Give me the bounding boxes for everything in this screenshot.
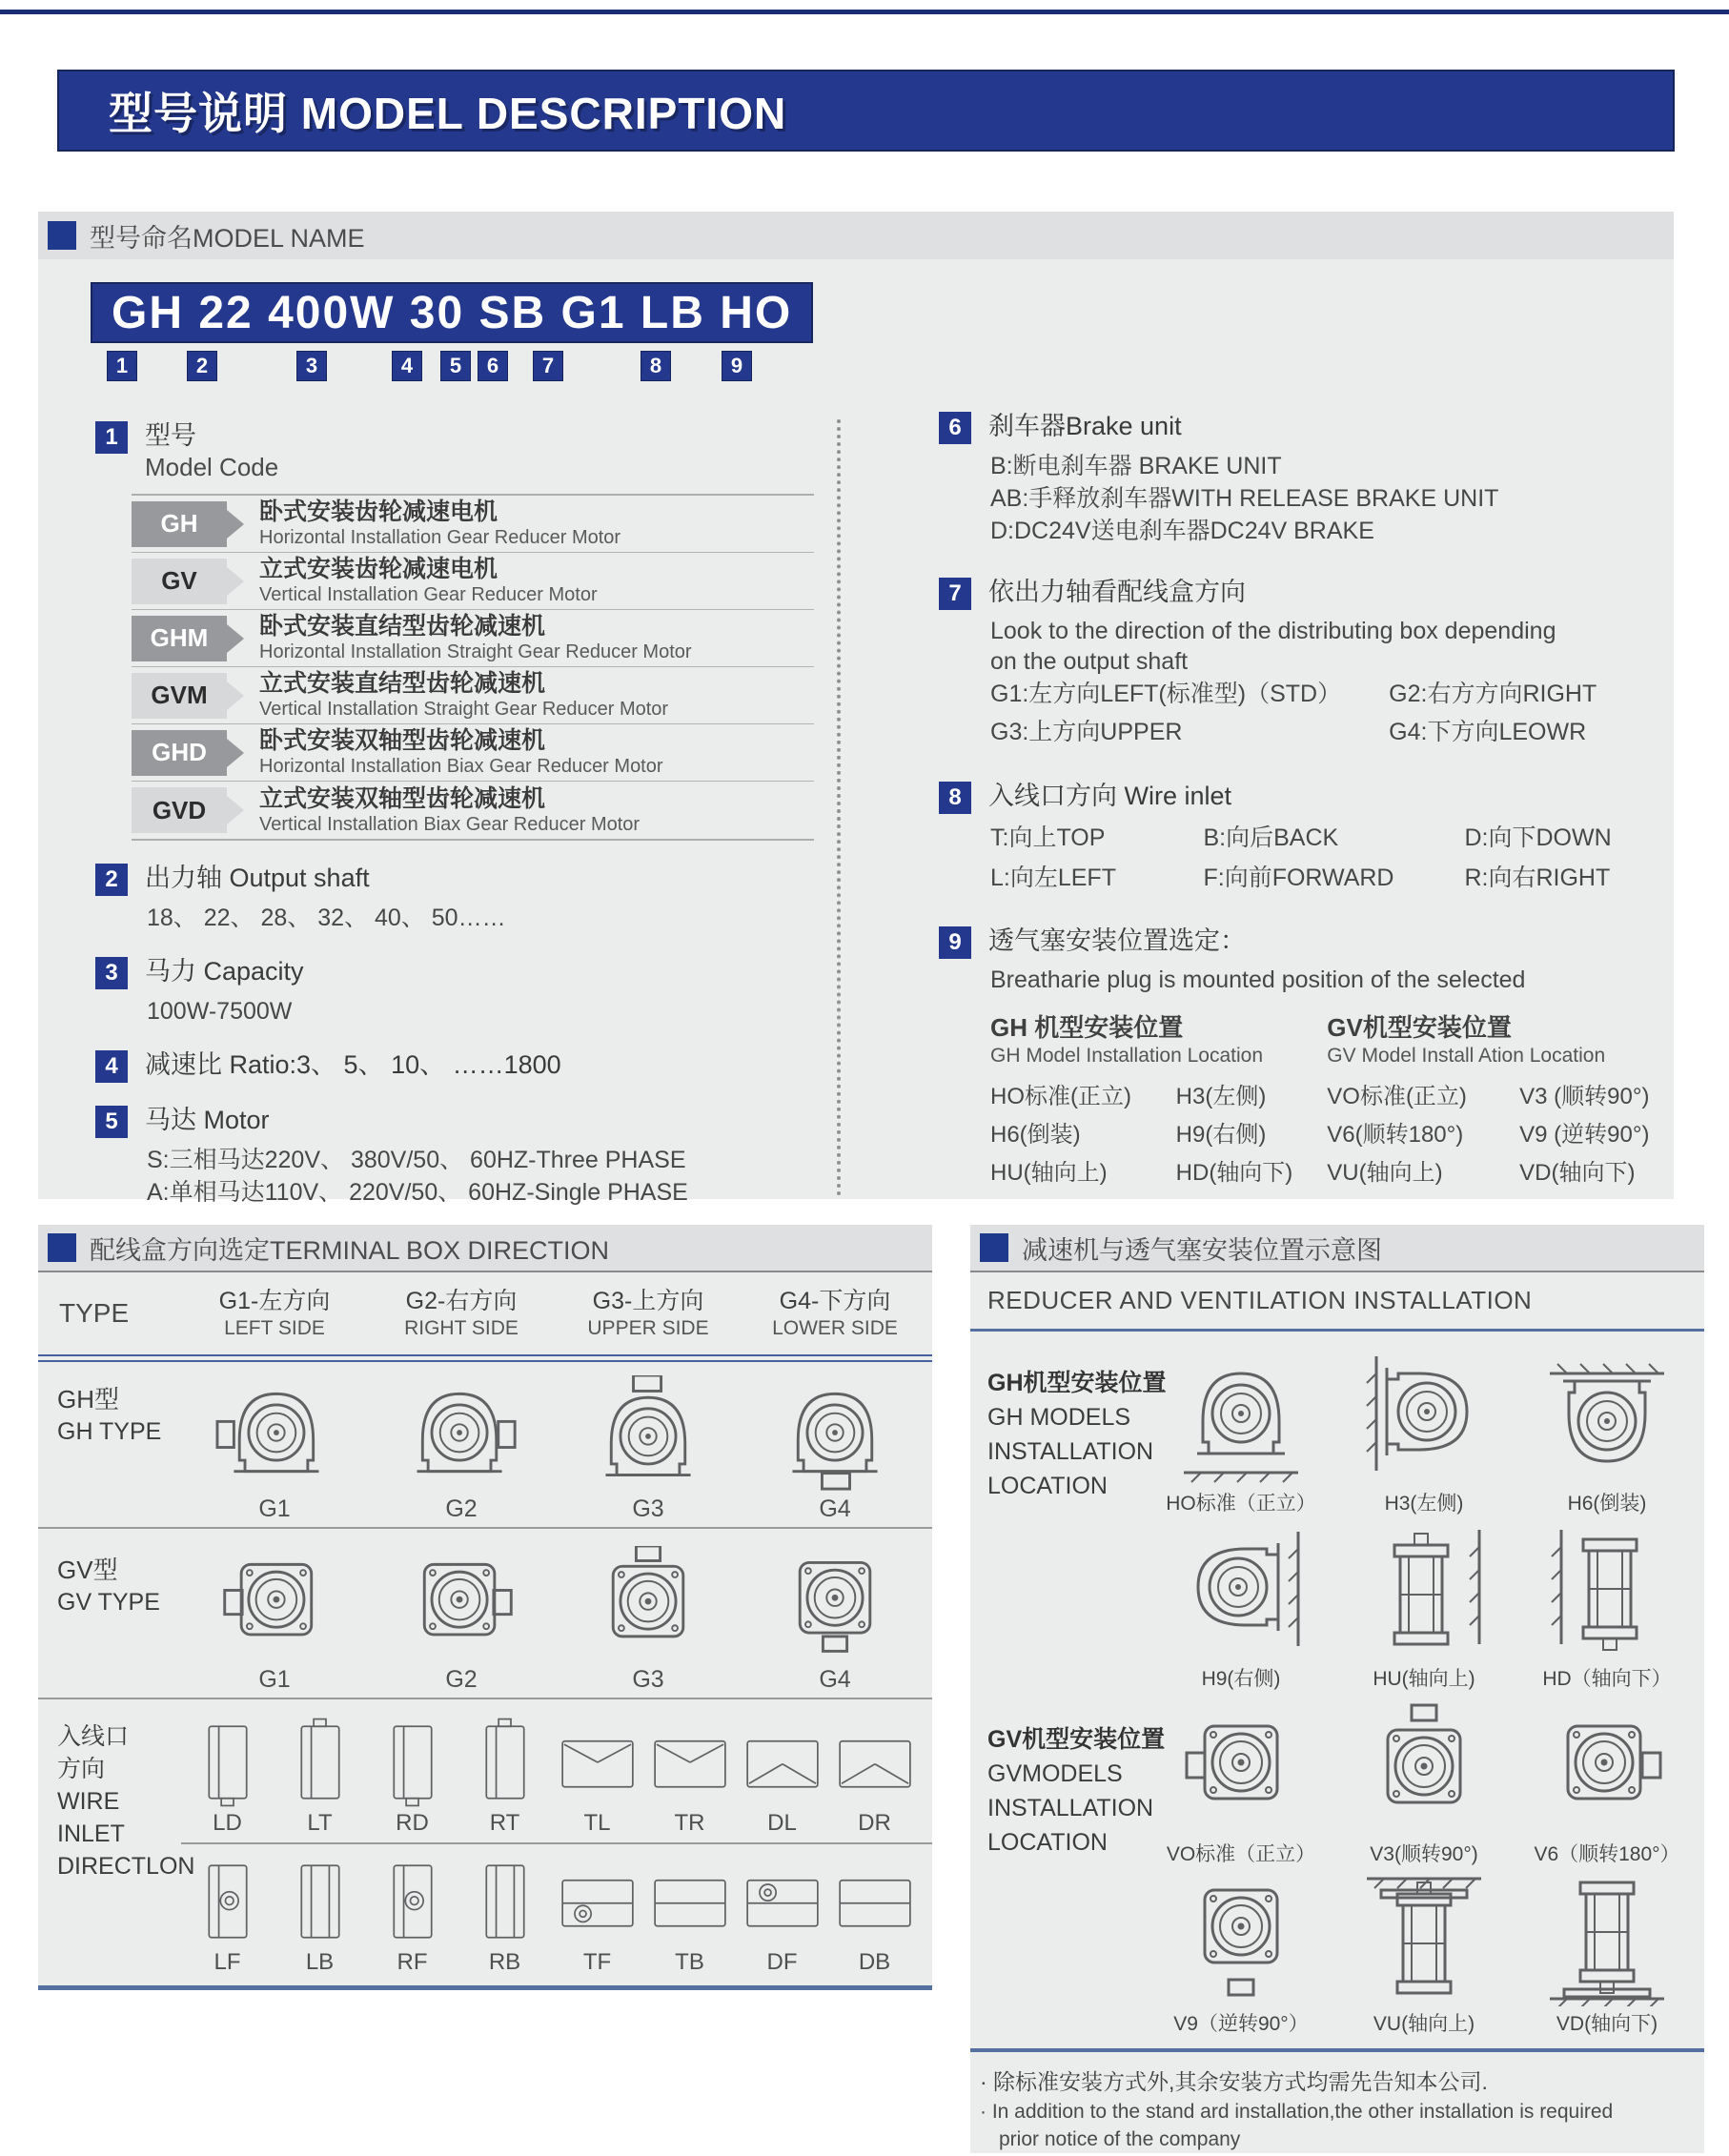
code-badge-5: 5 [440, 351, 471, 381]
gv-g3-cell [555, 1538, 742, 1694]
position-item: V6(顺转180°) [1327, 1122, 1464, 1148]
label-line: GH机型安装位置 [987, 1370, 1167, 1396]
gv-v3-cell [1332, 1698, 1515, 1867]
terminal-box-panel [38, 1225, 932, 1990]
diagram-caption: HO标准（正立） [1166, 1493, 1316, 1515]
section-7-header [939, 576, 1678, 610]
position-item: VU(轴向上) [1327, 1160, 1443, 1186]
wire-cell-tf [551, 1846, 643, 1976]
col-g1-zh: G1-左方向 [218, 1288, 331, 1314]
gh-location-header-en: GH Model Installation Location [990, 1045, 1263, 1067]
footnote-en-line2: prior notice of the company [999, 2128, 1241, 2150]
diagram-label: G4 [819, 1495, 851, 1522]
wire-box-rb-diagram [468, 1856, 542, 1947]
wire-box-rt-diagram [468, 1717, 542, 1808]
gh-ho-cell [1149, 1341, 1332, 1516]
section-4-header [95, 1048, 831, 1083]
wire-cell-lb [274, 1846, 366, 1976]
wire-box-dl-diagram [742, 1717, 823, 1808]
wire-cell-df [736, 1846, 828, 1976]
model-desc-en: Vertical Installation Straight Gear Reducer Motor [259, 699, 669, 720]
wire-inlet-item: D:向下DOWN [1464, 824, 1612, 851]
diagram-label: LF [214, 1949, 241, 1975]
page-title-banner [57, 70, 1675, 152]
gh-wall-left-diagram [1353, 1347, 1495, 1486]
section-5-title: 马达 Motor [145, 1106, 270, 1134]
section-1-header [95, 419, 831, 482]
section-9-positions [990, 1082, 1678, 1189]
wire-label-line: INLET [57, 1820, 125, 1847]
gv-vd-cell [1515, 1867, 1698, 2037]
wire-box-rd-diagram [376, 1717, 450, 1808]
wire-box-rf-diagram [376, 1856, 450, 1947]
direction-item: G4:下方向LEOWR [1389, 719, 1587, 745]
wire-inlet-item: F:向前FORWARD [1203, 864, 1394, 891]
page-title: 型号说明 MODEL DESCRIPTION [109, 89, 787, 138]
wire-box-lb-diagram [283, 1856, 357, 1947]
wire-box-lf-diagram [191, 1856, 265, 1947]
table-row [132, 610, 814, 667]
gv-type-row [38, 1529, 932, 1698]
section-2-header [95, 862, 831, 896]
model-desc-zh: 卧式安装直结型齿轮减速机 [259, 613, 546, 640]
gv-type-label-en: GV TYPE [57, 1589, 160, 1616]
label-line: GVMODELS [987, 1760, 1123, 1787]
table-row [132, 496, 814, 553]
footnote-zh: · 除标准安装方式外,其余安装方式均需先告知本公司. [980, 2069, 1488, 2094]
wire-inlet-item: B:向后BACK [1203, 824, 1339, 851]
wire-inlet-row [38, 1699, 932, 1976]
section-marker-icon [48, 221, 76, 250]
diagram-label: RB [488, 1949, 521, 1975]
diagram-label: G2 [445, 1495, 478, 1522]
section-5-line1: S:三相马达220V、 380V/50、 60HZ-Three PHASE [147, 1147, 686, 1173]
diagram-label: TF [582, 1949, 612, 1975]
left-column [57, 410, 831, 1209]
code-badge-4: 4 [392, 351, 422, 381]
wire-cell-tr [643, 1707, 736, 1837]
col-g3-en: UPPER SIDE [587, 1317, 709, 1339]
gv-location-header-zh: GV机型安装位置 [1327, 1013, 1512, 1042]
model-name-section-bar [38, 212, 1674, 259]
model-code-text: GH 22 400W 30 SB G1 LB HO [112, 287, 793, 338]
wire-inlet-top-row [181, 1707, 932, 1837]
section-9-title: 透气塞安装位置选定： [988, 926, 1246, 955]
gh-motor-terminal-right-diagram [399, 1375, 523, 1492]
column-divider [837, 419, 841, 1196]
position-item: H3(左侧) [1175, 1084, 1267, 1109]
wire-cell-rb [458, 1846, 551, 1976]
section-6-line: AB:手释放刹车器WITH RELEASE BRAKE UNIT [990, 485, 1499, 512]
diagram-label: DR [858, 1810, 891, 1836]
code-badge-1: 1 [107, 351, 137, 381]
wire-cell-dl [736, 1707, 828, 1837]
gh-motor-terminal-bottom-diagram [773, 1375, 897, 1492]
position-item: VD(轴向下) [1519, 1160, 1636, 1186]
code-badge-8: 8 [641, 351, 671, 381]
gv-v6-cell [1515, 1698, 1698, 1867]
section-5-line2: A:单相马达110V、 220V/50、 60HZ-Single PHASE [147, 1179, 688, 1206]
label-line: INSTALLATION [987, 1438, 1154, 1465]
wire-inlet-item: R:向右RIGHT [1464, 864, 1611, 891]
wire-cell-rt [458, 1707, 551, 1837]
wire-inlet-label [38, 1707, 195, 1976]
direction-item: G3:上方向UPPER [990, 719, 1183, 745]
section-5-badge: 5 [95, 1106, 128, 1138]
col-g4-zh: G4-下方向 [779, 1288, 891, 1314]
gv-v9-cell [1149, 1867, 1332, 2037]
gv-g4-cell [742, 1538, 928, 1694]
gh-type-row [38, 1362, 932, 1527]
terminal-box-header: 配线盒方向选定TERMINAL BOX DIRECTION [90, 1235, 610, 1265]
position-item: H9(右侧) [1175, 1122, 1267, 1148]
terminal-box-column-headers [38, 1272, 932, 1354]
model-desc-zh: 立式安装直结型齿轮减速机 [259, 670, 546, 697]
position-item: V3 (顺转90°) [1519, 1084, 1650, 1109]
gh-wall-right-diagram [1170, 1522, 1312, 1661]
section-6-line: D:DC24V送电刹车器DC24V BRAKE [990, 518, 1374, 544]
model-desc-en: Horizontal Installation Gear Reducer Motor [259, 527, 621, 548]
section-2-title: 出力轴 Output shaft [145, 864, 370, 892]
model-desc-en: Horizontal Installation Biax Gear Reducer Motor [259, 756, 663, 777]
diagram-caption: VD(轴向下) [1556, 2013, 1658, 2035]
wire-cell-rd [366, 1707, 458, 1837]
section-6-header [939, 410, 1678, 444]
section-1-title-zh: 型号 [145, 421, 196, 450]
diagram-label: LT [307, 1810, 333, 1836]
gh-motor-terminal-left-diagram [213, 1375, 336, 1492]
direction-item: G2:右方方向RIGHT [1389, 681, 1597, 707]
gv-counter-rotate90-diagram [1170, 1873, 1312, 2006]
col-g1-en: LEFT SIDE [224, 1317, 325, 1339]
gh-hd-cell [1515, 1516, 1698, 1692]
section-7-desc1: Look to the direction of the distributing box depending [990, 618, 1556, 644]
table-row [132, 553, 814, 610]
model-code-bar [91, 282, 813, 343]
diagram-label: RT [489, 1810, 520, 1836]
model-name-section-title: 型号命名MODEL NAME [90, 223, 365, 253]
code-badge-7: 7 [533, 351, 563, 381]
wire-inlet-item: T:向上TOP [990, 824, 1106, 851]
col-g2-en: RIGHT SIDE [404, 1317, 519, 1339]
gv-installation-diagrams [1149, 1698, 1704, 2037]
code-badge-3: 3 [296, 351, 327, 381]
gv-g1-cell [181, 1538, 368, 1694]
wire-box-dr-diagram [835, 1717, 915, 1808]
table-row [132, 782, 814, 839]
section-8-header [939, 780, 1678, 814]
gv-shaft-up-diagram [1353, 1873, 1495, 2006]
diagram-label: RF [397, 1949, 428, 1975]
position-item: V9 (逆转90°) [1519, 1122, 1650, 1148]
model-code-badge: GVD [132, 787, 227, 833]
position-item: HO标准(正立) [990, 1084, 1131, 1109]
section-8-badge: 8 [939, 782, 971, 814]
section-7-desc2: on the output shaft [990, 648, 1189, 675]
section-9-header [939, 925, 1678, 959]
position-item: HD(轴向下) [1175, 1160, 1293, 1186]
diagram-label: DB [858, 1949, 891, 1975]
section-5-header [95, 1104, 831, 1138]
position-item: HU(轴向上) [990, 1160, 1108, 1186]
diagram-label: G3 [632, 1666, 664, 1693]
model-desc-zh: 卧式安装齿轮减速电机 [259, 498, 498, 525]
gv-motor-terminal-top-diagram [586, 1546, 710, 1662]
gh-h3-cell [1332, 1341, 1515, 1516]
section-3-badge: 3 [95, 957, 128, 989]
gh-motor-terminal-top-diagram [586, 1375, 710, 1492]
diagram-label: TL [583, 1810, 611, 1836]
label-line: GH MODELS [987, 1404, 1131, 1431]
section-8-title: 入线口方向 Wire inlet [988, 782, 1232, 810]
label-line: INSTALLATION [987, 1795, 1154, 1821]
label-line: GV机型安装位置 [987, 1726, 1166, 1753]
model-code-badge: GVM [132, 673, 227, 719]
diagram-caption: V6（顺转180°） [1534, 1843, 1680, 1865]
terminal-box-header-bar [38, 1225, 932, 1272]
wire-inlet-item: L:向左LEFT [990, 864, 1116, 891]
diagram-caption: VO标准（正立） [1166, 1843, 1316, 1865]
gh-shaft-down-wall-diagram [1536, 1522, 1678, 1661]
diagram-label: G2 [445, 1666, 478, 1693]
gh-g4-cell [742, 1368, 928, 1523]
diagram-caption: V3(顺转90°) [1370, 1843, 1478, 1865]
gv-vu-cell [1332, 1867, 1515, 2037]
gv-g2-cell [368, 1538, 555, 1694]
model-code-badge: GH [132, 501, 227, 547]
section-9-desc: Breatharie plug is mounted position of the selected [990, 966, 1526, 993]
section-9-badge: 9 [939, 926, 971, 959]
wire-box-db-diagram [835, 1856, 915, 1947]
panel-bottom-rule [38, 1985, 932, 1990]
model-desc-en: Horizontal Installation Straight Gear Reducer Motor [259, 641, 692, 662]
gv-vo-cell [1149, 1698, 1332, 1867]
section-2-badge: 2 [95, 864, 128, 896]
table-row [132, 667, 814, 724]
wire-cell-db [828, 1846, 921, 1976]
diagram-label: TB [675, 1949, 704, 1975]
wire-cell-ld [181, 1707, 274, 1837]
label-line: LOCATION [987, 1473, 1108, 1499]
gv-rotate90-diagram [1353, 1703, 1495, 1837]
diagram-label: LD [213, 1810, 242, 1836]
diagram-label: LB [305, 1949, 335, 1975]
section-3-header [95, 955, 831, 989]
diagram-caption: VU(轴向上) [1373, 2013, 1475, 2035]
model-code-badge: GHD [132, 730, 227, 776]
diagram-label: G1 [258, 1666, 291, 1693]
gh-inverted-ceiling-diagram [1536, 1347, 1678, 1486]
code-badge-6: 6 [478, 351, 508, 381]
gv-motor-terminal-left-diagram [213, 1546, 336, 1662]
section-6-title: 刹车器Brake unit [988, 412, 1182, 440]
col-g3-zh: G3-上方向 [592, 1288, 704, 1314]
wire-box-tb-diagram [650, 1856, 730, 1947]
gh-installation-label [970, 1341, 1167, 1692]
section-4-title: 减速比 Ratio:3、 5、 10、 ……1800 [145, 1050, 561, 1079]
reducer-header: 减速机与透气塞安装位置示意图 [1022, 1235, 1382, 1265]
section-8-directions [990, 820, 1678, 896]
section-marker-icon [48, 1233, 76, 1262]
wire-box-tl-diagram [558, 1717, 638, 1808]
section-6-badge: 6 [939, 412, 971, 444]
gh-h6-cell [1515, 1341, 1698, 1516]
type-column-label: TYPE [59, 1298, 130, 1328]
section-3-title: 马力 Capacity [145, 957, 304, 986]
diagram-caption: HD（轴向下） [1542, 1668, 1672, 1690]
gh-type-label-en: GH TYPE [57, 1418, 162, 1445]
model-desc-zh: 立式安装双轴型齿轮减速机 [259, 784, 546, 812]
section-3-line: 100W-7500W [147, 998, 293, 1025]
section-7-badge: 7 [939, 578, 971, 610]
table-row [132, 724, 814, 782]
gv-motor-terminal-right-diagram [399, 1546, 523, 1662]
wire-box-ld-diagram [191, 1717, 265, 1808]
wire-cell-tl [551, 1707, 643, 1837]
diagram-label: DF [766, 1949, 798, 1975]
wire-cell-lf [181, 1846, 274, 1976]
col-g4-en: LOWER SIDE [772, 1317, 898, 1339]
gh-location-header-zh: GH 机型安装位置 [990, 1013, 1184, 1042]
gh-hu-cell [1332, 1516, 1515, 1692]
gh-h9-cell [1149, 1516, 1332, 1692]
wire-cell-rf [366, 1846, 458, 1976]
gv-shaft-down-diagram [1536, 1873, 1678, 2006]
diagram-label: TR [674, 1810, 705, 1836]
section-2-line: 18、 22、 28、 32、 40、 50…… [147, 905, 506, 931]
wire-inlet-bottom-row [181, 1846, 932, 1976]
wire-label-line: 方向 [57, 1756, 106, 1782]
diagram-caption: H9(右侧) [1201, 1668, 1281, 1690]
wire-label-line: 入线口 [57, 1723, 130, 1750]
diagram-label: G1 [258, 1495, 291, 1522]
gh-installation-block [970, 1341, 1704, 1692]
footnote-en-line1: · In addition to the stand ard installation,the other installation is required [980, 2101, 1614, 2123]
section-6-line: B:断电刹车器 BRAKE UNIT [990, 453, 1282, 479]
model-desc-zh: 立式安装齿轮减速电机 [259, 556, 498, 582]
gh-shaft-up-wall-diagram [1353, 1522, 1495, 1661]
gv-location-header-en: GV Model Install Ation Location [1327, 1045, 1606, 1067]
model-code-badge: GV [132, 559, 227, 604]
code-badge-2: 2 [187, 351, 217, 381]
gh-g3-cell [555, 1368, 742, 1523]
diagram-caption: V9（逆转90°） [1173, 2013, 1309, 2035]
section-marker-icon [980, 1233, 1008, 1262]
model-code-badge: GHM [132, 616, 227, 661]
diagram-caption: H6(倒装) [1567, 1493, 1647, 1515]
wire-box-tf-diagram [558, 1856, 638, 1947]
wire-box-df-diagram [742, 1856, 823, 1947]
double-blue-rule [38, 1354, 932, 1362]
label-line: LOCATION [987, 1829, 1108, 1856]
section-7-title: 依出力轴看配线盒方向 [988, 578, 1246, 606]
position-item: VO标准(正立) [1327, 1084, 1467, 1109]
wire-cell-dr [828, 1707, 921, 1837]
reducer-subheader: REDUCER AND VENTILATION INSTALLATION [987, 1286, 1533, 1314]
col-g2-zh: G2-右方向 [405, 1288, 518, 1314]
gh-type-label-zh: GH型 [57, 1385, 120, 1414]
section-7-directions [990, 677, 1678, 749]
reducer-header-bar [970, 1225, 1704, 1272]
wire-cell-lt [274, 1707, 366, 1837]
right-column [901, 410, 1678, 1189]
diagram-label: G4 [819, 1666, 851, 1693]
model-desc-en: Vertical Installation Gear Reducer Motor [259, 584, 598, 605]
footnotes [970, 2052, 1704, 2153]
gh-installation-diagrams [1149, 1341, 1704, 1692]
gv-installation-label [970, 1698, 1166, 2037]
wire-cell-tb [643, 1846, 736, 1976]
gv-motor-terminal-bottom-diagram [773, 1546, 897, 1662]
diagram-label: RD [396, 1810, 429, 1836]
direction-item: G1:左方向LEFT(标准型)（STD） [990, 681, 1342, 707]
gh-upright-floor-diagram [1170, 1347, 1312, 1486]
wire-label-line: DIRECTLON [57, 1853, 195, 1880]
section-1-title-en: Model Code [145, 453, 279, 481]
diagram-label: G3 [632, 1495, 664, 1522]
diagram-caption: H3(左侧) [1384, 1493, 1464, 1515]
diagram-caption: HU(轴向上) [1373, 1668, 1475, 1690]
gv-standard-diagram [1170, 1703, 1312, 1837]
gh-g2-cell [368, 1368, 555, 1523]
reducer-panel [970, 1225, 1704, 2153]
section-9-column-headers [990, 1012, 1678, 1068]
model-desc-zh: 卧式安装双轴型齿轮减速机 [259, 727, 546, 754]
gh-g1-cell [181, 1368, 368, 1523]
wire-row-divider [181, 1842, 932, 1844]
reducer-subheader-row [970, 1272, 1704, 1332]
wire-label-line: WIRE [57, 1788, 120, 1815]
wire-box-lt-diagram [283, 1717, 357, 1808]
section-4-badge: 4 [95, 1050, 128, 1083]
diagram-label: DL [767, 1810, 797, 1836]
model-desc-en: Vertical Installation Biax Gear Reducer Motor [259, 813, 641, 835]
gv-rotate180-diagram [1536, 1703, 1678, 1837]
gv-type-label-zh: GV型 [57, 1556, 118, 1584]
section-1-badge: 1 [95, 421, 128, 454]
top-rule [0, 10, 1729, 14]
position-item: H6(倒装) [990, 1122, 1081, 1148]
gv-installation-block [970, 1698, 1704, 2037]
wire-box-tr-diagram [650, 1717, 730, 1808]
model-code-table [132, 494, 814, 841]
code-badge-9: 9 [722, 351, 752, 381]
